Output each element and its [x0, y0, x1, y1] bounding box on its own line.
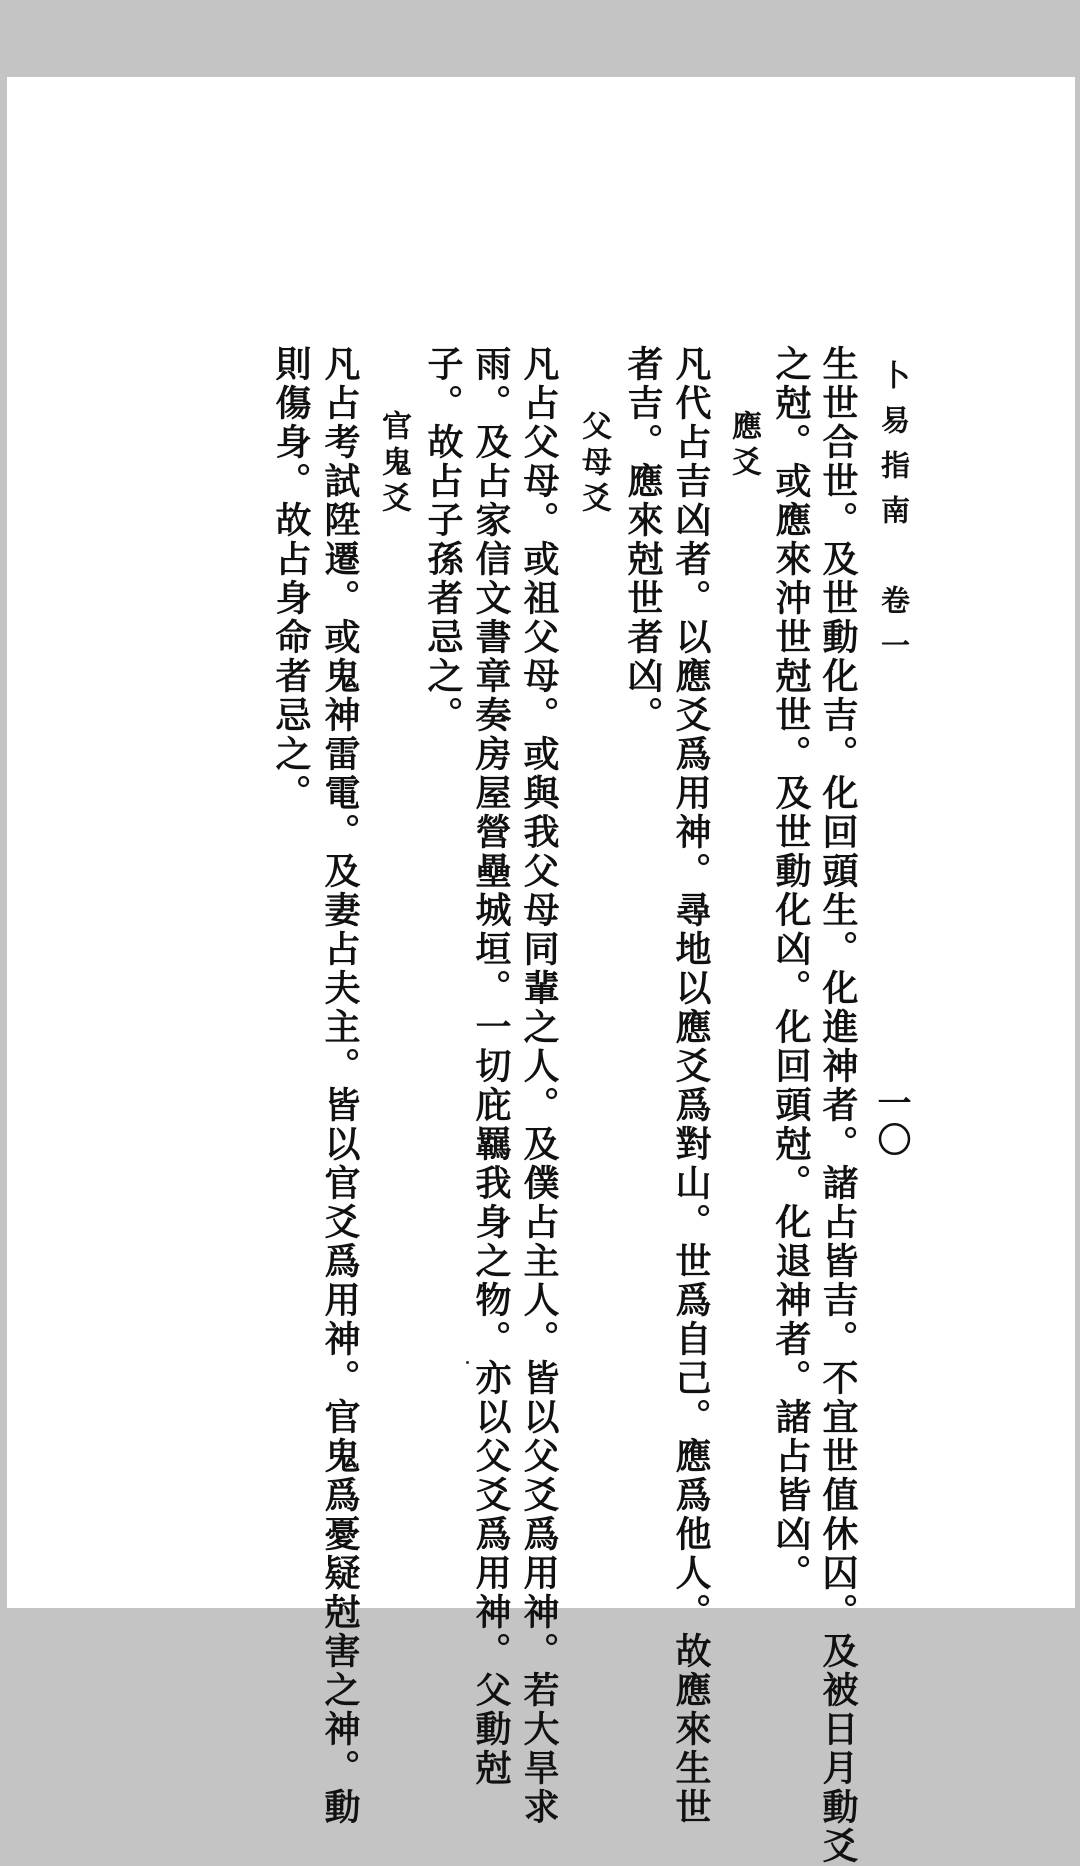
running-header: 卜易指南 卷一 [877, 360, 911, 675]
text-column-9: 子。故占子孫者忌之。 [422, 345, 464, 735]
text-column-12: 則傷身。故占身命者忌之。 [270, 345, 312, 813]
text-column-7: 凡占父母。或祖父母。或與我父母同輩之人。及僕占主人。皆以父爻爲用神。若大旱求 [518, 345, 560, 1827]
scan-speck [466, 1361, 469, 1364]
book-page [7, 77, 1075, 1866]
text-column-5: 者吉。應來尅世者凶。 [622, 345, 664, 735]
text-column-4: 凡代占吉凶者。以應爻爲用神。尋地以應爻爲對山。世爲自己。應爲他人。故應來生世 [670, 345, 712, 1827]
section-heading-ying-yao: 應爻 [726, 410, 761, 482]
text-column-11: 凡占考試陞遷。或鬼神雷電。及妻占夫主。皆以官爻爲用神。官鬼爲憂疑尅害之神。動 [319, 345, 361, 1827]
text-column-8: 雨。及占家信文書章奏房屋營壘城垣。一切庇羈我身之物。亦以父爻爲用神。父動尅 [470, 345, 512, 1788]
text-column-1: 生世合世。及世動化吉。化回頭生。化進神者。諸占皆吉。不宜世值休囚。及被日月動爻 [817, 345, 859, 1866]
page-number: 一〇 [871, 1085, 911, 1159]
text-column-2: 之尅。或應來沖世尅世。及世動化凶。化回頭尅。化退神者。諸占皆凶。 [770, 345, 812, 1593]
section-heading-guangui-yao: 官鬼爻 [376, 410, 411, 518]
section-heading-fumu-yao: 父母爻 [576, 410, 611, 518]
